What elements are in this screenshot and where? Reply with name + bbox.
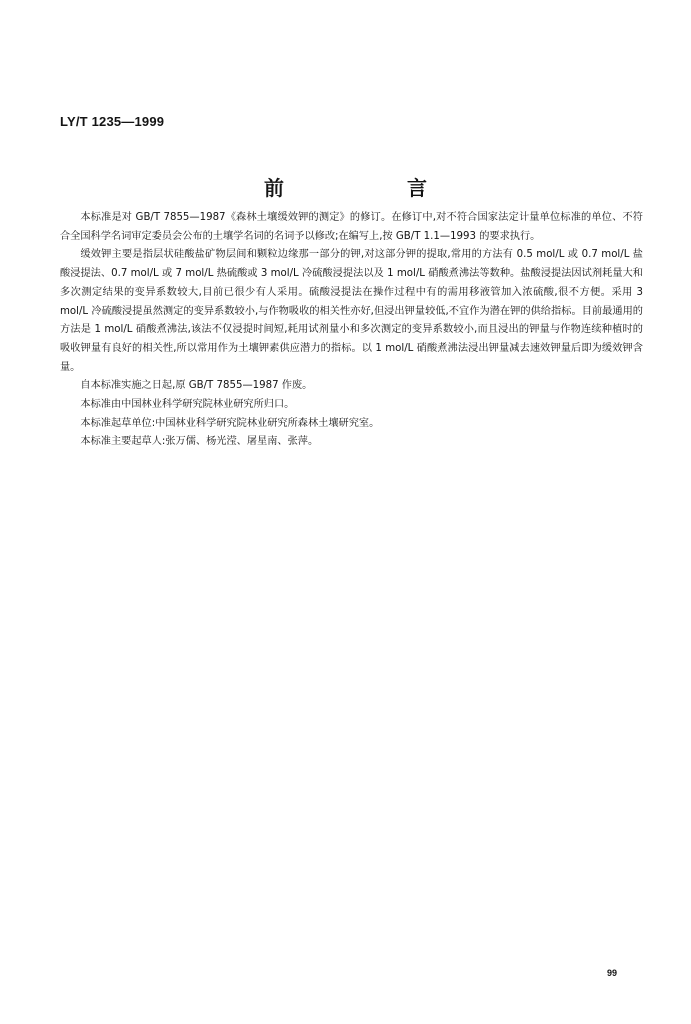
paragraph-supersedes: 自本标准实施之日起,原 GB/T 7855—1987 作废。 (80, 380, 313, 392)
standard-code: LY/T 1235—1999 (60, 114, 165, 129)
paragraph-method-background: 缓效钾主要是指层状硅酸盐矿物层间和颗粒边缘那一部分的钾,对这部分钾的提取,常用的方法有 0.5 mol/L 或 0.7 mol/L 盐酸浸提法、0.7 mol/L 或 7 mol/L 热硫酸或 3 mol/L 冷硫酸浸提法以及 1 mol/L 硝酸煮沸法等数种。盐酸浸提法因试剂耗量大和多次测定结果的变异系数较大,目前已很少有人采用。硫酸浸提法在操作过程中有的需用移液管加入浓硫酸,很不方便。采用 3 mol/L 冷硫酸浸提虽然测定的变异系数较小,与作物吸收的相关性亦好,但浸出钾量较低,不宜作为潜在钾的供给指标。目前最通用的方法是 1 mol/L 硝酸煮沸法,该法不仅浸提时间短,耗用试剂量小和多次测定的变异系数较小,而且浸出的钾量与作物连续种植时的吸收钾量有良好的相关性,所以常用作为土壤钾素供应潜力的指标。以 1 mol/L 硝酸煮沸法浸出钾量减去速效钾量后即为缓效钾含量。 (60, 249, 643, 373)
paragraph-drafting-unit: 本标准起草单位:中国林业科学研究院林业研究所森林土壤研究室。 (80, 417, 380, 429)
paragraph-drafters: 本标准主要起草人:张万儒、杨光滢、屠星南、张萍。 (80, 436, 319, 448)
paragraph-responsible-unit: 本标准由中国林业科学研究院林业研究所归口。 (80, 399, 295, 411)
page-number: 99 (607, 968, 618, 978)
foreword-body (60, 209, 643, 452)
page-title: 前 言 (264, 176, 485, 200)
paragraph-revision-note: 本标准是对 GB/T 7855—1987《森林土壤缓效钾的测定》的修订。在修订中,对不符合国家法定计量单位标准的单位、不符合全国科学名词审定委员会公布的土壤学名词的名词予以修改;在编写上,按 GB/T 1.1—1993 的要求执行。 (60, 212, 643, 242)
